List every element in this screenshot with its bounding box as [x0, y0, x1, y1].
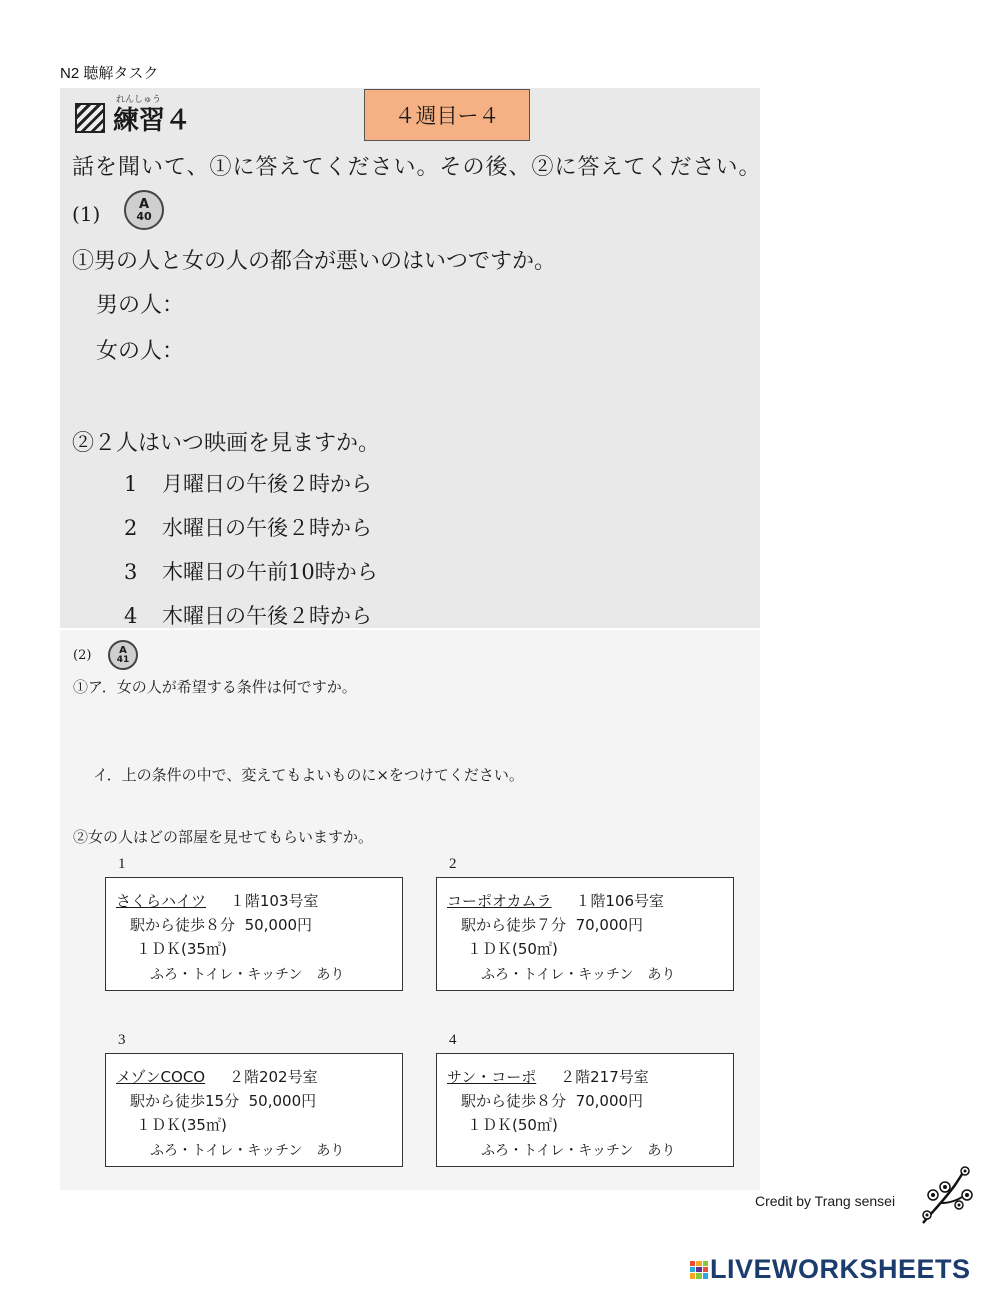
- option-3[interactable]: [124, 556, 378, 586]
- room-price: 50,000円: [244, 916, 313, 934]
- room-layout: １ＤＫ(35㎡): [136, 1116, 227, 1134]
- room-floor-number: １階103号室: [229, 892, 319, 910]
- man-answer-label: 男の人：: [96, 293, 185, 318]
- option-text: 木曜日の午前10時から: [162, 560, 378, 584]
- room-facilities: ふろ・トイレ・キッチン あり: [481, 1143, 676, 1159]
- room-floor-number: ２階202号室: [228, 1068, 318, 1086]
- part2-number: (2): [73, 648, 92, 663]
- room-number: 3: [118, 1032, 126, 1048]
- room-floor-number: １階106号室: [575, 892, 665, 910]
- room-layout: １ＤＫ(50㎡): [467, 940, 558, 958]
- exercise-icon: [75, 103, 105, 133]
- option-1[interactable]: [124, 468, 372, 498]
- option-number: 1: [124, 472, 138, 496]
- week-label-box: ４週目ー４: [364, 89, 530, 141]
- room-number: 4: [449, 1032, 457, 1048]
- room-price: 70,000円: [575, 916, 644, 934]
- audio-number: 40: [136, 210, 152, 223]
- room-floor-number: ２階217号室: [560, 1068, 649, 1086]
- part2-question2: ②女の人はどの部屋を見せてもらいますか。: [73, 828, 374, 846]
- room-card-4[interactable]: [436, 1053, 734, 1167]
- room-price: 70,000円: [575, 1092, 644, 1110]
- credit-text: Credit by Trang sensei: [755, 1193, 896, 1209]
- room-access: 駅から徒歩８分: [461, 1092, 567, 1110]
- audio-track-icon[interactable]: [108, 640, 138, 670]
- room-layout: １ＤＫ(50㎡): [467, 1116, 558, 1134]
- main-instruction: 話を聞いて、①に答えてください。その後、②に答えてください。: [72, 155, 762, 180]
- audio-letter: A: [138, 197, 150, 212]
- option-text: 月曜日の午後２時から: [162, 472, 372, 496]
- woman-answer-label: 女の人：: [96, 339, 185, 364]
- option-4[interactable]: [124, 600, 372, 630]
- option-number: 3: [124, 560, 138, 584]
- option-number: 4: [124, 604, 138, 628]
- liveworksheets-logo[interactable]: [690, 1254, 971, 1285]
- exercise-title: 練習４: [113, 106, 192, 136]
- room-facilities: ふろ・トイレ・キッチン あり: [150, 967, 345, 983]
- logo-grid-icon: [690, 1261, 708, 1279]
- part2-question1a: ①ア．女の人が希望する条件は何ですか。: [73, 678, 357, 696]
- room-access: 駅から徒歩８分: [130, 916, 236, 934]
- option-text: 木曜日の午後２時から: [162, 604, 372, 628]
- title-ruby: れんしゅう: [116, 95, 162, 105]
- room-building-name: さくらハイツ: [116, 892, 207, 910]
- room-card-3[interactable]: [105, 1053, 403, 1167]
- audio-letter: A: [119, 644, 127, 656]
- option-2[interactable]: [124, 512, 372, 542]
- logo-text: LIVEWORKSHEETS: [710, 1254, 971, 1284]
- part1-question1: ①男の人と女の人の都合が悪いのはいつですか。: [72, 249, 557, 274]
- flower-branch-icon: [915, 1165, 975, 1227]
- room-building-name: サン・コーポ: [447, 1068, 537, 1086]
- part1-number: (1): [72, 202, 101, 226]
- option-text: 水曜日の午後２時から: [162, 516, 372, 540]
- room-card-1[interactable]: [105, 877, 403, 991]
- room-number: 2: [449, 856, 457, 872]
- room-facilities: ふろ・トイレ・キッチン あり: [150, 1143, 345, 1159]
- worksheet-category-label: N2 聴解タスク: [60, 65, 159, 82]
- room-layout: １ＤＫ(35㎡): [136, 940, 227, 958]
- room-number: 1: [118, 856, 126, 872]
- room-building-name: メゾンCOCO: [116, 1068, 206, 1086]
- part2-question1b: イ．上の条件の中で、変えてもよいものに×をつけてください。: [93, 766, 524, 784]
- room-access: 駅から徒歩15分: [130, 1092, 240, 1110]
- audio-track-icon[interactable]: [124, 190, 164, 230]
- room-card-2[interactable]: [436, 877, 734, 991]
- room-building-name: コーポオカムラ: [447, 892, 552, 910]
- room-facilities: ふろ・トイレ・キッチン あり: [481, 967, 676, 983]
- room-price: 50,000円: [248, 1092, 317, 1110]
- part1-question2: ②２人はいつ映画を見ますか。: [72, 431, 381, 456]
- audio-number: 41: [116, 654, 130, 665]
- room-access: 駅から徒歩７分: [461, 916, 567, 934]
- option-number: 2: [124, 516, 138, 540]
